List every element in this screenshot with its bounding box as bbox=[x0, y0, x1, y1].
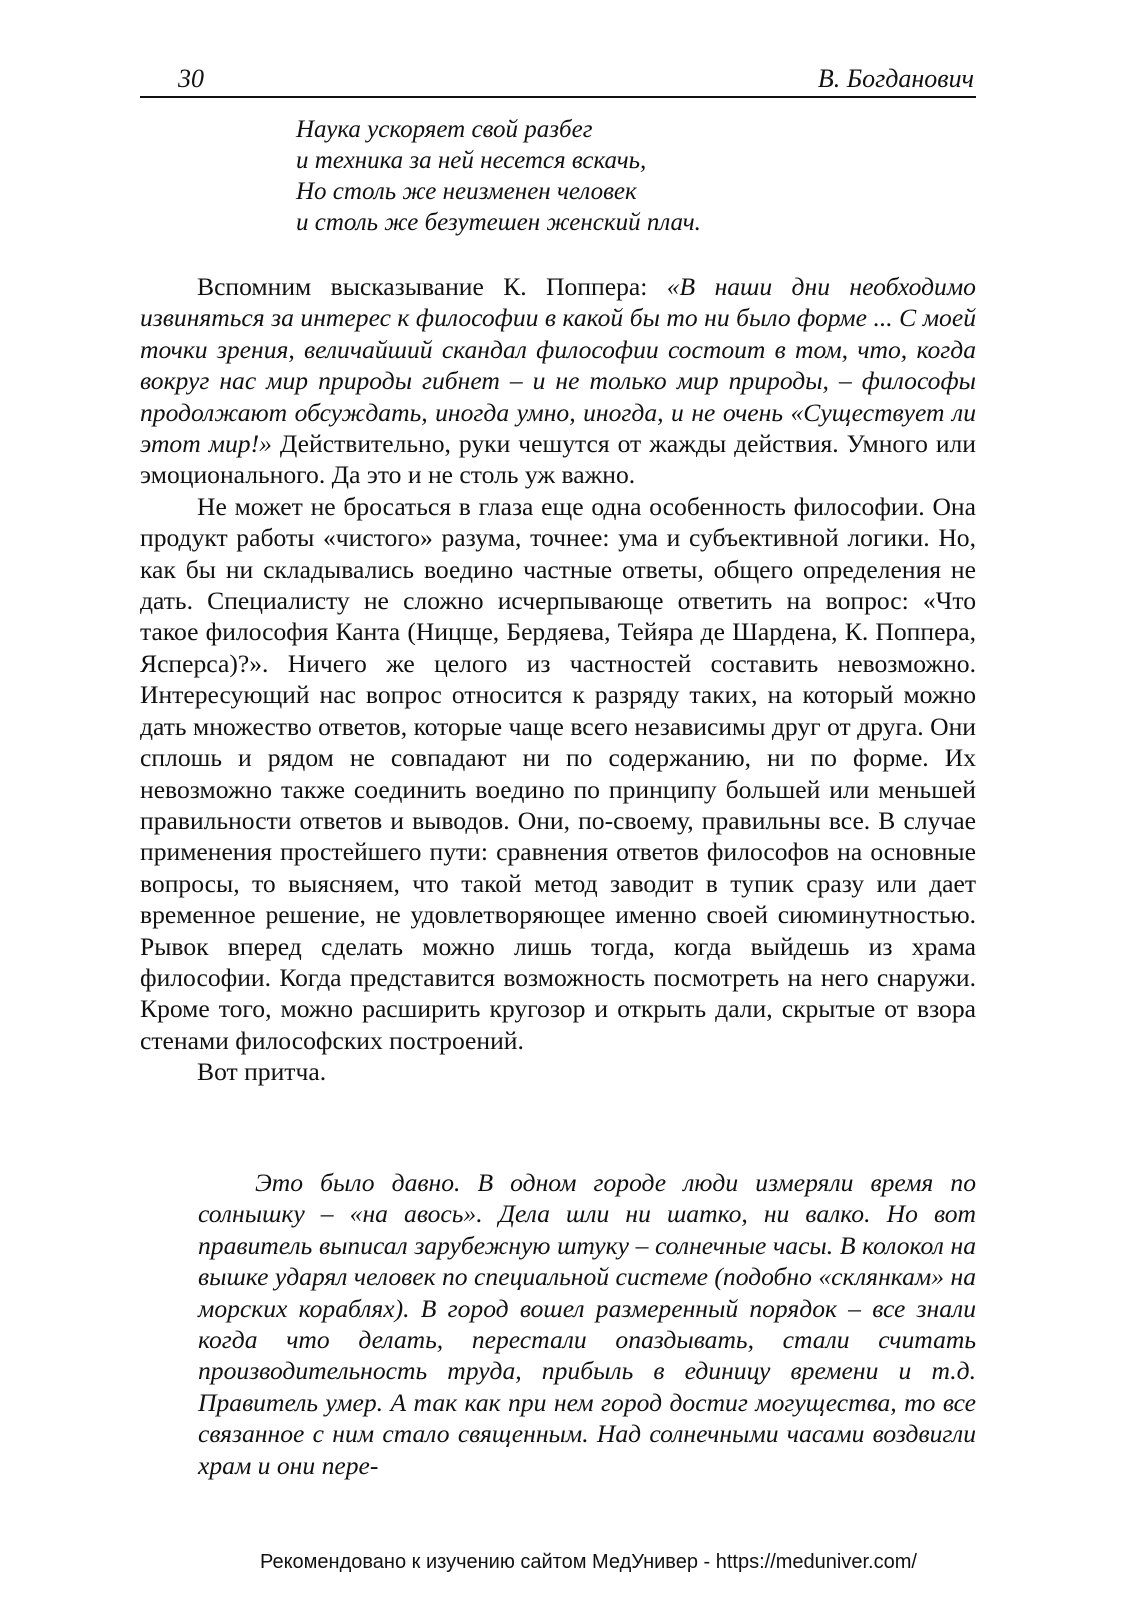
epigraph-poem bbox=[296, 114, 936, 238]
paragraph-popper-quote bbox=[140, 271, 976, 491]
epigraph-line: и столь же безутешен женский плач. bbox=[296, 209, 701, 236]
page-header bbox=[140, 62, 976, 98]
paragraph-continuation: Действительно, руки чешутся от жажды действия. Умного или эмоционального. Да это и не столь уж важно. bbox=[140, 429, 976, 490]
paragraph-philosophy-feature: Не может не бросаться в глаза еще одна особенность философии. Она продукт работы «чистого» разума, точнее: ума и субъективной логики. Но, как бы ни складывались воедино частные ответы, общего определения не дать. Специалисту не сложно исчерпывающе ответить на вопрос: «Что такое философия Канта (Ницще, Бердяева, Тейяра де Шардена, К. Поппера, Ясперса)?». Ничего же целого из частностей составить невозможно. Интересующий нас вопрос относится к разряду таких, на который можно дать множество ответов, которые чаще всего независимы друг от друга. Они сплошь и рядом не совпадают ни по содержанию, ни по форме. Их невозможно также соединить воедино по принципу большей или меньшей правильности ответов и выводов. Они, по-своему, правильны все. В случае применения простейшего пути: сравнения ответов философов на основные вопросы, то выясняем, что такой метод заводит в тупик сразу или дает временное решение, не удовлетворяющее именно своей сиюминутностью. Рывок вперед сделать можно лишь тогда, когда выйдешь из храма философии. Когда представится возможность посмотреть на него снаружи. Кроме того, можно расширить кругозор и открыть дали, скрытые от взора стенами философских построений. bbox=[140, 491, 976, 1055]
paragraph-parable-intro: Вот притча. bbox=[197, 1057, 327, 1087]
parable-block bbox=[198, 1167, 976, 1481]
epigraph-line: Но столь же неизменен человек bbox=[296, 178, 637, 205]
popper-quote: «В наши дни необходимо извиняться за интерес к философии в какой бы то ни было форме ... С моей точки зрения, величайший скандал философии состоит в том, что, когда вокруг нас мир природы гибнет – и не только мир природы, – философы продолжают обсуждать, иногда умно, иногда, и не очень «Существует ли этот мир!» bbox=[140, 272, 976, 459]
page-number: 30 bbox=[178, 64, 204, 93]
main-text bbox=[140, 271, 976, 1088]
footer-recommendation: Рекомендовано к изучению сайтом МедУнивер - https://meduniver.com/ bbox=[260, 1551, 917, 1573]
paragraph-intro: Вспомним высказывание К. Поппера: bbox=[197, 272, 667, 301]
parable-text: Это было давно. В одном городе люди измеряли время по солнышку – «на авось». Дела шли ни шатко, ни валко. Но вот правитель выписал зарубежную штуку – солнечные часы. В колокол на вышке ударял человек по специальной системе (подобно «склянкам» на морских кораблях). В город вошел размеренный порядок – все знали когда что делать, перестали опаздывать, стали считать производительность труда, прибыль в единицу времени и т.д. Правитель умер. А так как при нем город достиг могущества, то все связанное с ним стало священным. Над солнечными часами воздвигли храм и они пере- bbox=[198, 1168, 976, 1480]
epigraph-line: и техника за ней несется вскачь, bbox=[296, 147, 647, 174]
epigraph-line: Наука ускоряет свой разбег bbox=[296, 116, 593, 143]
running-head-author: В. Богданович bbox=[817, 64, 974, 93]
